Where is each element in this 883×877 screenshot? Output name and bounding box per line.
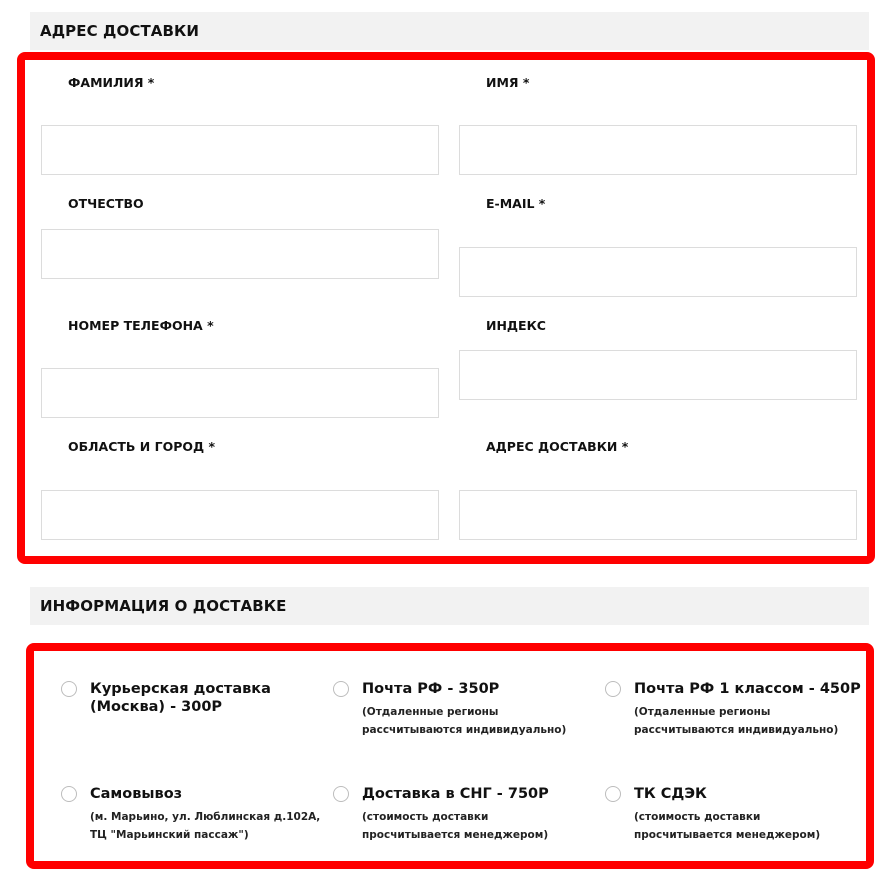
option-note-line: просчитывается менеджером): [362, 829, 549, 841]
patronymic-label: ОТЧЕСТВО: [68, 196, 144, 211]
option-title: Доставка в СНГ - 750Р: [362, 786, 549, 802]
postal-code-label: ИНДЕКС: [486, 318, 546, 333]
delivery-option-courier[interactable]: [61, 680, 271, 716]
patronymic-input[interactable]: [41, 229, 439, 279]
radio-button[interactable]: [333, 681, 349, 697]
option-title: Самовывоз: [90, 786, 183, 802]
delivery-option-cis[interactable]: [333, 785, 549, 844]
phone-label: НОМЕР ТЕЛЕФОНА *: [68, 318, 214, 333]
option-note: [634, 703, 861, 739]
delivery-address-label: АДРЕС ДОСТАВКИ *: [486, 439, 629, 454]
region-city-input[interactable]: [41, 490, 439, 540]
option-note: [362, 808, 549, 844]
option-note-line: просчитывается менеджером): [634, 829, 821, 841]
radio-button[interactable]: [605, 681, 621, 697]
email-label: E-MAIL *: [486, 196, 546, 211]
delivery-address-input[interactable]: [459, 490, 857, 540]
option-note-line: (стоимость доставки: [634, 811, 761, 823]
option-note-line: рассчитываются индивидуально): [362, 724, 567, 736]
phone-input[interactable]: [41, 368, 439, 418]
radio-button[interactable]: [333, 786, 349, 802]
option-note: [634, 808, 820, 844]
first-name-label: ИМЯ *: [486, 75, 530, 90]
region-city-label: ОБЛАСТЬ И ГОРОД *: [68, 439, 216, 454]
last-name-input[interactable]: [41, 125, 439, 175]
option-note-line: (м. Марьино, ул. Люблинская д.102А,: [90, 811, 321, 823]
option-title: ТК СДЭК: [634, 786, 707, 802]
radio-button[interactable]: [61, 786, 77, 802]
option-title: (Москва) - 300Р: [90, 699, 223, 715]
delivery-option-cdek[interactable]: [605, 785, 820, 844]
delivery-section-title: ИНФОРМАЦИЯ О ДОСТАВКЕ: [30, 587, 869, 625]
first-name-input[interactable]: [459, 125, 857, 175]
radio-button[interactable]: [605, 786, 621, 802]
delivery-option-pickup[interactable]: [61, 785, 320, 844]
email-input[interactable]: [459, 247, 857, 297]
delivery-option-russian-post[interactable]: [333, 680, 566, 739]
address-section-title: АДРЕС ДОСТАВКИ: [30, 12, 869, 50]
option-note-line: ТЦ "Марьинский пассаж"): [90, 829, 249, 841]
option-note: [362, 703, 566, 739]
last-name-label: ФАМИЛИЯ *: [68, 75, 155, 90]
option-title: Курьерская доставка: [90, 681, 271, 697]
option-note: [90, 808, 320, 844]
option-note-line: рассчитываются индивидуально): [634, 724, 839, 736]
option-note-line: (Отдаленные регионы: [362, 706, 499, 718]
option-note-line: (Отдаленные регионы: [634, 706, 771, 718]
delivery-option-russian-post-first-class[interactable]: [605, 680, 861, 739]
option-title: Почта РФ 1 классом - 450Р: [634, 681, 861, 697]
option-title: Почта РФ - 350Р: [362, 681, 500, 697]
postal-code-input[interactable]: [459, 350, 857, 400]
radio-button[interactable]: [61, 681, 77, 697]
option-note-line: (стоимость доставки: [362, 811, 489, 823]
